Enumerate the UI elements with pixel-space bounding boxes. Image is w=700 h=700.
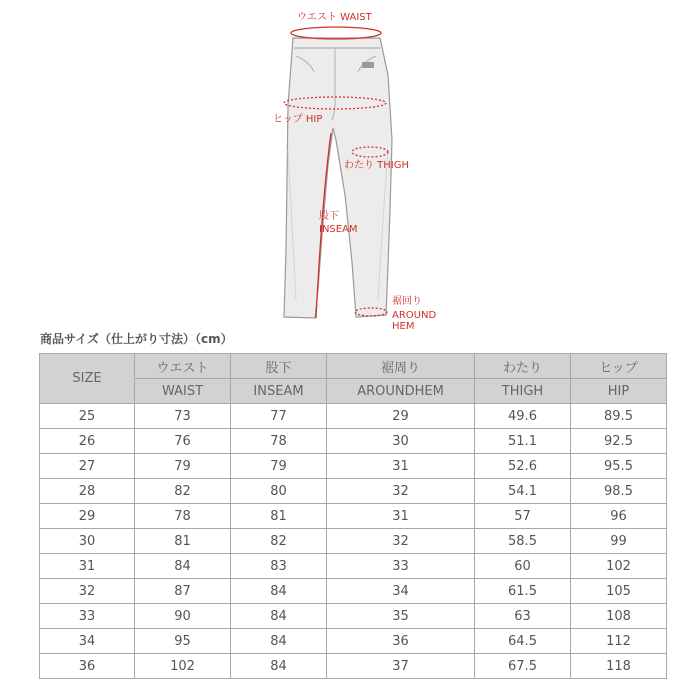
cell-size: 31	[40, 554, 135, 579]
cell-size: 30	[40, 529, 135, 554]
cell-waist: 84	[135, 554, 231, 579]
size-table-caption: 商品サイズ（仕上がり寸法）（cm）	[40, 332, 233, 346]
cell-hip: 102	[571, 554, 667, 579]
cell-inseam: 84	[231, 604, 327, 629]
cell-hip: 105	[571, 579, 667, 604]
cell-size: 26	[40, 429, 135, 454]
inseam-label-en: INSEAM	[319, 224, 358, 235]
table-row	[40, 454, 667, 479]
cell-waist: 76	[135, 429, 231, 454]
table-row	[40, 554, 667, 579]
cell-inseam: 84	[231, 629, 327, 654]
cell-thigh: 67.5	[475, 654, 571, 679]
thigh-label: わたり THIGH	[344, 160, 410, 171]
cell-waist: 79	[135, 454, 231, 479]
cell-inseam: 77	[231, 404, 327, 429]
cell-size: 32	[40, 579, 135, 604]
cell-hip: 118	[571, 654, 667, 679]
cell-waist: 102	[135, 654, 231, 679]
cell-hem: 34	[327, 579, 475, 604]
waist-measure-ellipse	[291, 27, 381, 39]
header-waist-jp: ウエスト	[135, 354, 231, 379]
cell-hip: 89.5	[571, 404, 667, 429]
cell-thigh: 61.5	[475, 579, 571, 604]
cell-hip: 108	[571, 604, 667, 629]
header-size: SIZE	[40, 354, 135, 404]
size-table	[39, 353, 667, 679]
header-inseam-en: INSEAM	[231, 379, 327, 404]
table-row	[40, 429, 667, 454]
header-inseam-jp: 股下	[231, 354, 327, 379]
pants-silhouette	[284, 38, 392, 318]
cell-inseam: 82	[231, 529, 327, 554]
table-row	[40, 404, 667, 429]
waist-label: ウエスト WAIST	[297, 12, 372, 23]
cell-hem: 33	[327, 554, 475, 579]
cell-hip: 95.5	[571, 454, 667, 479]
table-row	[40, 579, 667, 604]
cell-size: 28	[40, 479, 135, 504]
cell-hem: 29	[327, 404, 475, 429]
cell-thigh: 64.5	[475, 629, 571, 654]
header-hem-jp: 裾周り	[327, 354, 475, 379]
cell-waist: 82	[135, 479, 231, 504]
table-row	[40, 629, 667, 654]
cell-inseam: 80	[231, 479, 327, 504]
cell-inseam: 78	[231, 429, 327, 454]
hem-label-en-1: AROUND	[392, 310, 437, 321]
cell-size: 29	[40, 504, 135, 529]
cell-thigh: 57	[475, 504, 571, 529]
cell-size: 33	[40, 604, 135, 629]
cell-waist: 87	[135, 579, 231, 604]
header-row-jp	[40, 354, 667, 379]
cell-hip: 99	[571, 529, 667, 554]
hip-label: ヒップ HIP	[273, 114, 323, 125]
header-thigh-jp: わたり	[475, 354, 571, 379]
cell-inseam: 83	[231, 554, 327, 579]
cell-hip: 92.5	[571, 429, 667, 454]
cell-waist: 90	[135, 604, 231, 629]
table-row	[40, 479, 667, 504]
cell-hem: 36	[327, 629, 475, 654]
header-thigh-en: THIGH	[475, 379, 571, 404]
inseam-label-jp: 股下	[319, 211, 339, 222]
hem-label-en-2: HEM	[392, 321, 415, 332]
cell-hem: 37	[327, 654, 475, 679]
hem-label-jp: 裾回り	[392, 296, 422, 307]
cell-thigh: 58.5	[475, 529, 571, 554]
header-waist-en: WAIST	[135, 379, 231, 404]
cell-hem: 35	[327, 604, 475, 629]
header-hip-jp: ヒップ	[571, 354, 667, 379]
table-row	[40, 504, 667, 529]
cell-size: 25	[40, 404, 135, 429]
cell-thigh: 54.1	[475, 479, 571, 504]
cell-inseam: 84	[231, 579, 327, 604]
table-row	[40, 654, 667, 679]
header-hip-en: HIP	[571, 379, 667, 404]
cell-waist: 81	[135, 529, 231, 554]
cell-size: 36	[40, 654, 135, 679]
table-row	[40, 529, 667, 554]
cell-waist: 73	[135, 404, 231, 429]
label-tag	[362, 62, 374, 68]
cell-waist: 95	[135, 629, 231, 654]
cell-thigh: 63	[475, 604, 571, 629]
cell-hem: 31	[327, 454, 475, 479]
cell-hip: 96	[571, 504, 667, 529]
cell-inseam: 79	[231, 454, 327, 479]
cell-hem: 31	[327, 504, 475, 529]
cell-hem: 32	[327, 529, 475, 554]
cell-thigh: 52.6	[475, 454, 571, 479]
cell-hip: 112	[571, 629, 667, 654]
table-row	[40, 604, 667, 629]
cell-waist: 78	[135, 504, 231, 529]
header-hem-en: AROUNDHEM	[327, 379, 475, 404]
cell-thigh: 49.6	[475, 404, 571, 429]
cell-thigh: 60	[475, 554, 571, 579]
cell-inseam: 81	[231, 504, 327, 529]
cell-thigh: 51.1	[475, 429, 571, 454]
cell-hem: 32	[327, 479, 475, 504]
cell-hem: 30	[327, 429, 475, 454]
cell-inseam: 84	[231, 654, 327, 679]
cell-size: 34	[40, 629, 135, 654]
header-row-en	[40, 379, 667, 404]
cell-hip: 98.5	[571, 479, 667, 504]
cell-size: 27	[40, 454, 135, 479]
size-table-body	[40, 404, 667, 679]
